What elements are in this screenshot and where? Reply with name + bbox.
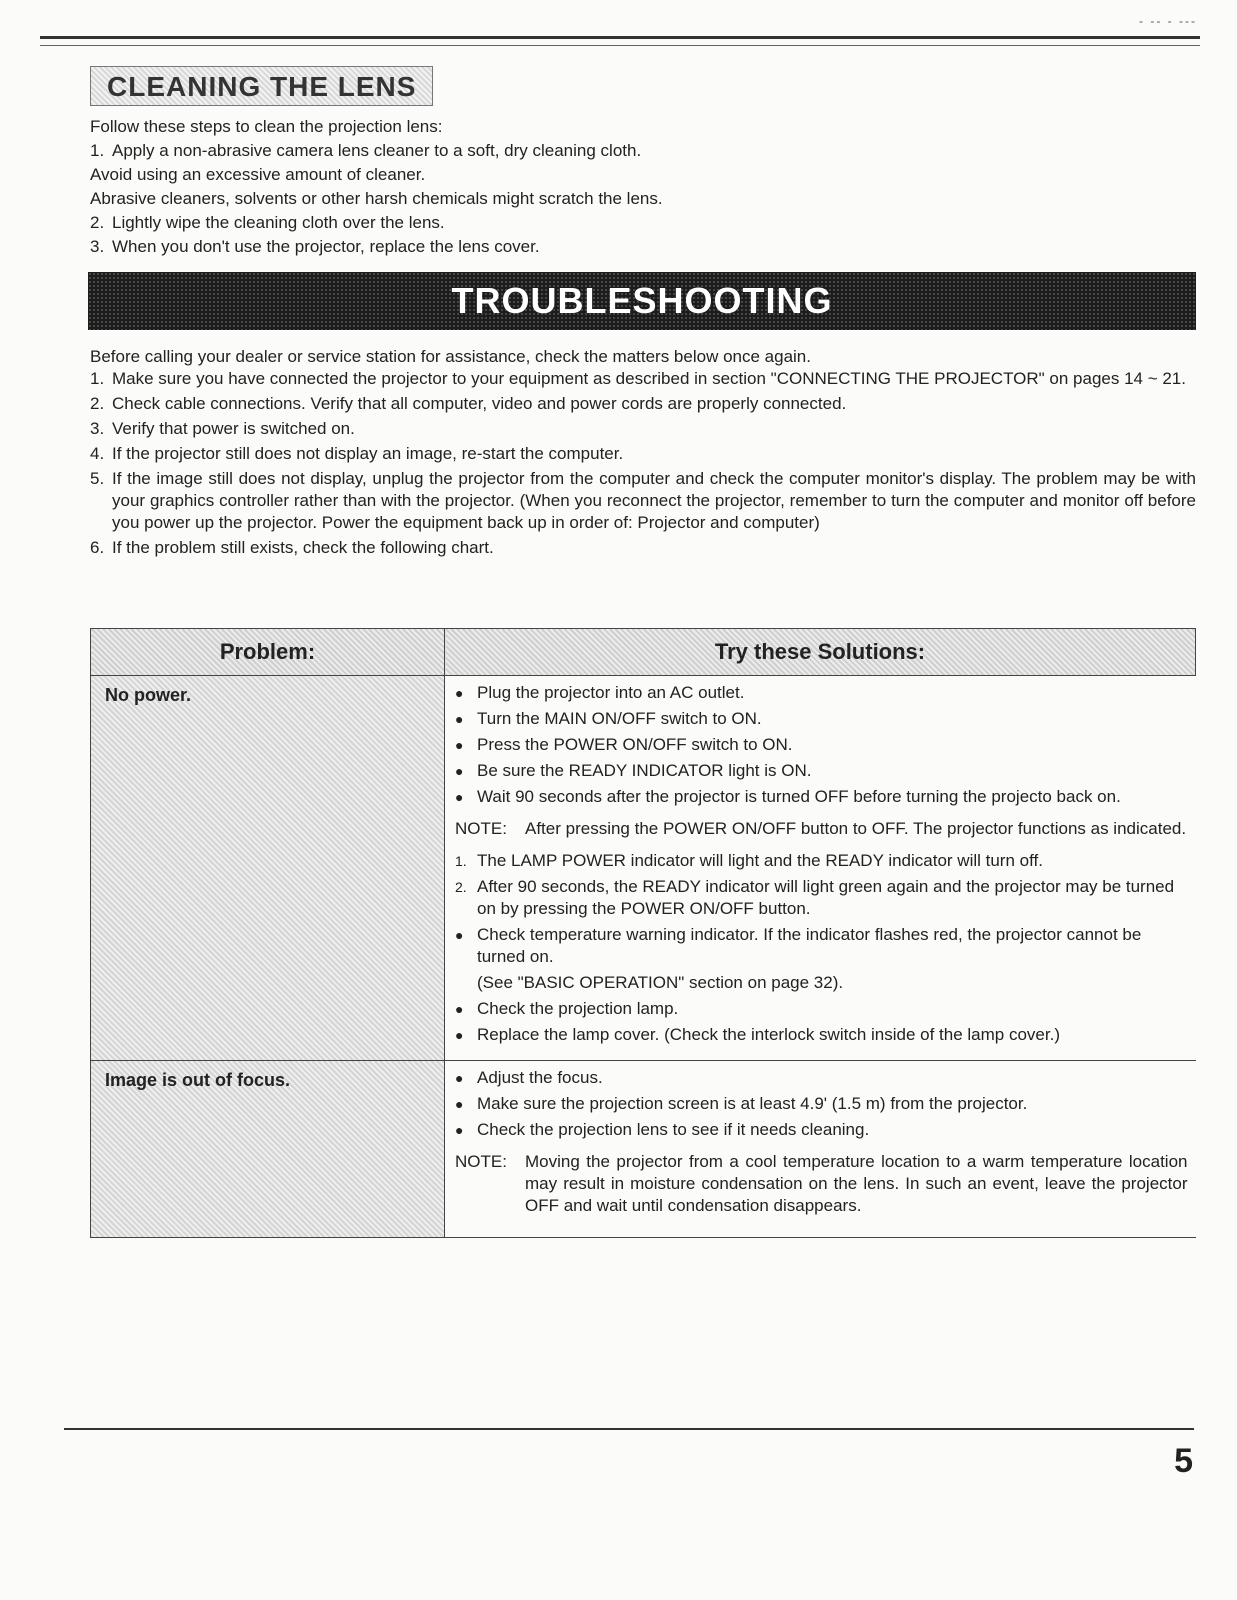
ts-step-6: 6. If the problem still exists, check the following chart. bbox=[90, 538, 494, 557]
troubleshooting-banner bbox=[88, 272, 1196, 330]
ts-step-3: 3. Verify that power is switched on. bbox=[90, 419, 355, 438]
bottom-rule bbox=[64, 1428, 1194, 1430]
list-item: ● Be sure the READY INDICATOR light is ON. bbox=[455, 761, 812, 780]
table-header-row bbox=[91, 629, 1196, 676]
bullet-icon: ● bbox=[455, 1096, 464, 1112]
page-number: 5 bbox=[1174, 1442, 1193, 1480]
cleaning-section bbox=[90, 116, 1150, 260]
list-item: 2. After 90 seconds, the READY indicator will light green again and the projector may be turned on by pressing the POWER ON/OFF button. bbox=[455, 877, 1175, 918]
table-row bbox=[91, 1061, 1196, 1238]
cleaning-step-1-note-a: Avoid using an excessive amount of cleaner. bbox=[90, 165, 426, 184]
bullet-icon: ● bbox=[455, 789, 464, 805]
cleaning-title: CLEANING THE LENS bbox=[90, 66, 433, 106]
cleaning-intro: Follow these steps to clean the projection lens: bbox=[90, 117, 443, 136]
bullet-icon: ● bbox=[455, 1001, 464, 1017]
list-item: ● Check temperature warning indicator. If the indicator flashes red, the projector cannot be turned on. bbox=[455, 925, 1142, 966]
list-item: ● Check the projection lens to see if it needs cleaning. bbox=[455, 1120, 870, 1139]
bullet-icon: ● bbox=[455, 763, 464, 779]
list-item: ● Wait 90 seconds after the projector is turned OFF before turning the projecto back on. bbox=[455, 787, 1121, 806]
list-item: ● Check the projection lamp. bbox=[455, 999, 679, 1018]
problem-out-of-focus: Image is out of focus. bbox=[91, 1061, 445, 1238]
header-solutions: Try these Solutions: bbox=[445, 629, 1196, 676]
list-item: ● Turn the MAIN ON/OFF switch to ON. bbox=[455, 709, 762, 728]
note: NOTE: After pressing the POWER ON/OFF button to OFF. The projector functions as indicated. bbox=[455, 819, 1187, 838]
ts-step-4: 4. If the projector still does not display an image, re-start the computer. bbox=[90, 444, 624, 463]
cleaning-step-1-note-b: Abrasive cleaners, solvents or other harsh chemicals might scratch the lens. bbox=[90, 189, 663, 208]
ts-step-5: 5. If the image still does not display, unplug the projector from the computer and check the computer monitor's display. The problem may be with your graphics controller rather than with the projector. (When you reconnect the projector, remember to turn the computer and monitor off before you power up the projector. Power the equipment back up in order of: Projector and computer) bbox=[90, 469, 1196, 532]
ts-step-1: 1. Make sure you have connected the projector to your equipment as described in section "CONNECTING THE PROJECTOR" on pages 14 ~ 21. bbox=[90, 369, 1186, 388]
cleaning-step-3: 3. When you don't use the projector, replace the lens cover. bbox=[90, 237, 540, 256]
corner-mark: - -- - --- bbox=[1139, 14, 1197, 28]
note: NOTE: Moving the projector from a cool temperature location to a warm temperature location may result in moisture condensation on the lens. In such an event, leave the projector OFF and wait until condensation disappears. bbox=[455, 1152, 1188, 1215]
list-item: ● Press the POWER ON/OFF switch to ON. bbox=[455, 735, 793, 754]
header-problem: Problem: bbox=[91, 629, 445, 676]
reference-text: (See "BASIC OPERATION" section on page 32). bbox=[477, 973, 844, 992]
bullet-icon: ● bbox=[455, 927, 464, 943]
bullet-icon: ● bbox=[455, 1070, 464, 1086]
bullet-icon: ● bbox=[455, 711, 464, 727]
table-row bbox=[91, 676, 1196, 1061]
cleaning-step-1: 1. Apply a non-abrasive camera lens cleaner to a soft, dry cleaning cloth. bbox=[90, 141, 642, 160]
list-item: ● Plug the projector into an AC outlet. bbox=[455, 683, 745, 702]
problem-no-power: No power. bbox=[91, 676, 445, 1061]
ts-step-2: 2. Check cable connections. Verify that all computer, video and power cords are properly connected. bbox=[90, 394, 847, 413]
list-item: ● Replace the lamp cover. (Check the interlock switch inside of the lamp cover.) bbox=[455, 1025, 1060, 1044]
bullet-icon: ● bbox=[455, 685, 464, 701]
cleaning-step-2: 2. Lightly wipe the cleaning cloth over the lens. bbox=[90, 213, 445, 232]
list-item: ● Make sure the projection screen is at least 4.9' (1.5 m) from the projector. bbox=[455, 1094, 1028, 1113]
bullet-icon: ● bbox=[455, 737, 464, 753]
troubleshooting-title: TROUBLESHOOTING bbox=[451, 280, 833, 321]
solutions-no-power bbox=[445, 676, 1196, 1061]
troubleshooting-section bbox=[90, 346, 1196, 562]
top-rule bbox=[40, 36, 1200, 46]
troubleshooting-table bbox=[90, 628, 1196, 1238]
list-item: 1. The LAMP POWER indicator will light and the READY indicator will turn off. bbox=[455, 851, 1043, 870]
troubleshooting-intro: Before calling your dealer or service station for assistance, check the matters below once again. bbox=[90, 347, 811, 366]
bullet-icon: ● bbox=[455, 1027, 464, 1043]
list-item: ● Adjust the focus. bbox=[455, 1068, 603, 1087]
solutions-out-of-focus bbox=[445, 1061, 1196, 1238]
bullet-icon: ● bbox=[455, 1122, 464, 1138]
